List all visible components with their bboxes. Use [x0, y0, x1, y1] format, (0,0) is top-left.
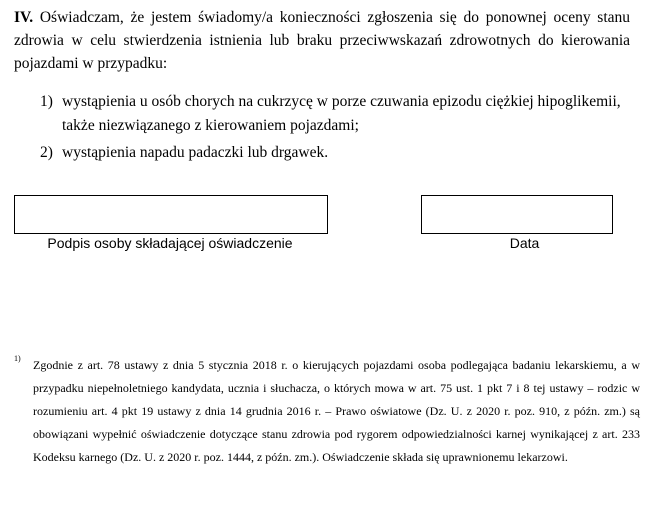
declaration-intro: Oświadczam, że jestem świadomy/a konieczności zgłoszenia się do ponownej oceny stanu zdrowia w celu stwierdzenia istnienia lub braku przeciwwskazań zdrowotnych do kierowania pojazdami w przypadku:: [14, 9, 631, 72]
footnote-text: Zgodnie z art. 78 ustawy z dnia 5 stycznia 2018 r. o kierujących pojazdami osoba podlegająca badaniu lekarskiemu, a w przypadku niepełnoletniego kandydata, ucznia i słuchacza, o których mowa w art. 75 ust. 1 pkt 7 i 8 tej ustawy – rodzic w rozumieniu art. 4 pkt 19 ustawy z dnia 14 grudnia 2016 r. – Prawo oświatowe (Dz. U. z 2020 r. poz. 910, z późn. zm.) są obowiązani wypełnić oświadczenie dotyczące stanu zdrowia pod rygorem odpowiedzialności karnej wynikającej z art. 233 Kodeksu karnego (Dz. U. z 2020 r. poz. 1444, z późn. zm.). Oświadczenie składa się uprawnionemu lekarzowi.: [33, 358, 640, 464]
list-item-continuation: także niezwiązanego z kierowaniem pojazdami;: [62, 117, 359, 134]
declaration-paragraph: [14, 6, 630, 75]
list-item-text: wystąpienia napadu padaczki lub drgawek.: [62, 144, 329, 161]
date-field[interactable]: [421, 195, 613, 234]
list-item-number: 1): [40, 93, 53, 110]
date-label: Data: [509, 235, 540, 251]
footnote-marker: 1): [14, 354, 21, 363]
list-item: [40, 141, 328, 164]
list-item-text: wystąpienia u osób chorych na cukrzycę w porze czuwania epizodu ciężkiej hipoglikemii,: [62, 93, 621, 110]
signature-label: Podpis osoby składającej oświadczenie: [47, 235, 293, 251]
list-item: [40, 90, 621, 113]
section-heading: IV.: [14, 9, 34, 26]
signature-field[interactable]: [14, 195, 328, 234]
list-item-number: 2): [40, 144, 53, 161]
